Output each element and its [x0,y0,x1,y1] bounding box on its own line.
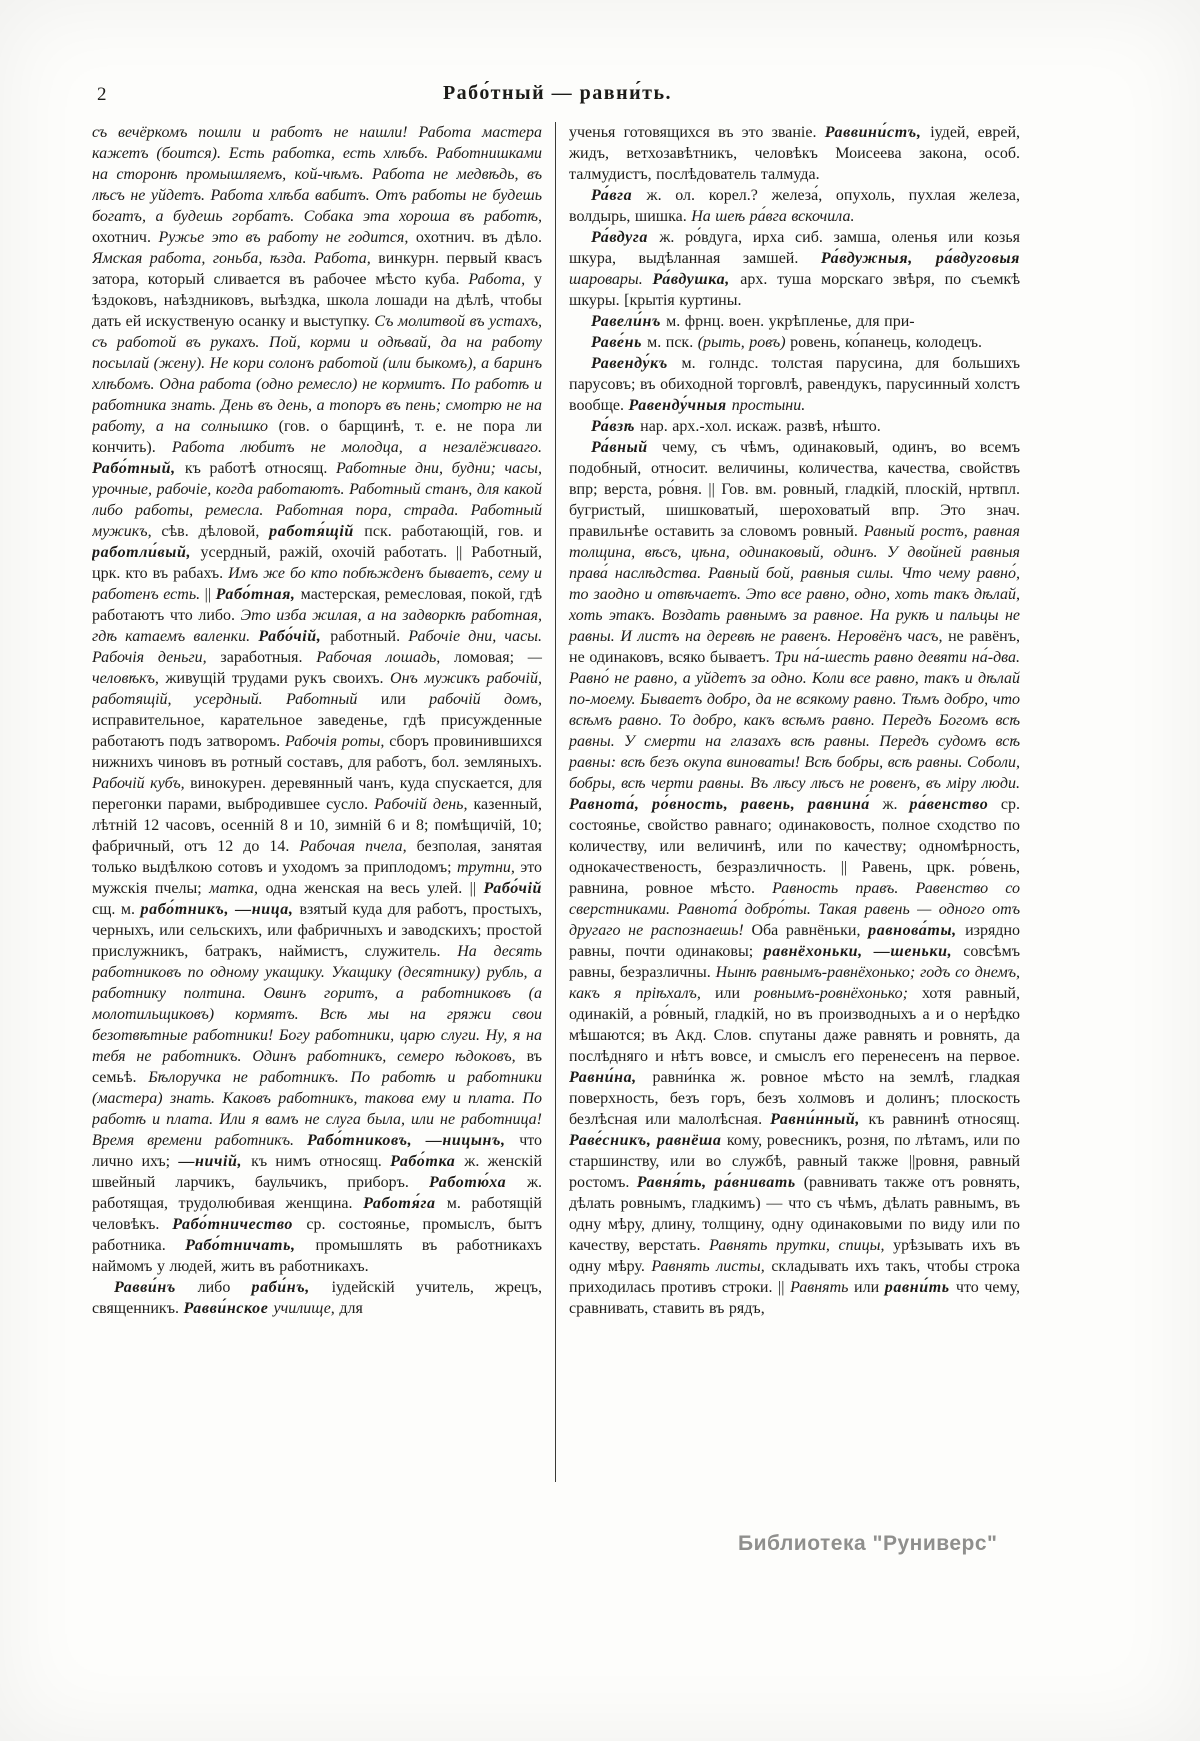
definition-run: или [854,1279,885,1296]
example-run: Онъ мужикъ рабочій, работящій, усердный. Работный [92,670,542,708]
example-run: Ямская работа, гоньба, ѣзда. Работа, [92,250,379,267]
example-run: Это изба жилая, а на задворкѣ работная, гдѣ катаемъ валенки. [92,607,543,645]
headword-run: Рабо́чій [483,880,543,897]
definition-run: м. пск. [647,334,698,351]
page-header [95,82,1020,110]
example-run: На десять работниковъ по одному укащику. Укащику (десятнику) рубль, а работнику полтина. Овинъ горитъ, а работниковъ (а молотильщиковъ) кормятъ. Всѣ мы на гряжи свои безотвѣтные работники! Богу работники, царю слуги. Ну, я на тебя не работникъ. Одинъ работникъ, семеро ѣдоковъ, [92,943,542,1065]
definition-run: чему, съ чѣмъ, одинаковый, одинъ, во всемъ подобный, относит. величины, количества, качества, свойствъ впр; верста, ро́вня. || Гов. вм. ровный, гладкій, плоскій, нртвпл. бугристый, шишковатый, шероховатый впр. Это знач. правильнѣе оставить за словомъ ровный. [569,439,1020,540]
definition-run: у ѣздоковъ, наѣздниковъ, выѣздка, школа лошади на дѣлѣ, чтобы дать ей искуственую осанку и выступку. [92,271,543,330]
definition-run: ж. ол. корел.? железа́, опухоль, пухлая железа, волдырь, шишка. [569,187,1020,225]
headword-run: Раве́нь [591,334,648,351]
headword-run: Работя́га [363,1195,447,1212]
headword-run: Ра́вдушка, [652,271,741,288]
definition-run: не равёнъ, не одинаковъ, всяко бываетъ. [569,628,1020,666]
headword-run: Раве́сникъ, равнёша [569,1132,727,1149]
example-run: Равнять прутки, спицы, [709,1237,894,1254]
headword-run: Равели́нъ [591,313,667,330]
definition-run: взятый куда для работъ, простыхъ, черныхъ, или сельскихъ, или фабричныхъ и заводскихъ; простой прислужникъ, батракъ, наймистъ, служитель. [92,901,542,960]
headword-run: раби́нъ, [251,1279,332,1296]
dictionary-paragraph [569,185,1020,227]
definition-run: для [339,1300,363,1317]
headword-run: Рабо́тка [390,1153,465,1170]
definition-run: къ равнинѣ относящ. [868,1111,1020,1128]
definition-run: работный. [330,628,409,645]
definition-run: либо [197,1279,252,1296]
example-run: Равнять [790,1279,855,1296]
example-run: съ вечёркомъ пошли и работъ не нашли! Работа мастера кажетъ (боится). Есть работка, есть хлѣбъ. Работнишками на сторонѣ промышляемъ, кой-чѣмъ. Работа не медвѣдь, въ лѣсъ не уйдетъ. Работа хлѣба вабитъ. Отъ работы не будешь богатъ, а будешь горбатъ. Собака эта хороша въ работѣ, [92,124,542,225]
example-run: Работа любитъ не молодца, а незалёживаго. [171,439,542,456]
headword-run: рабо́тникъ, —ница, [140,901,300,918]
definition-run: въ семьѣ. [92,1048,542,1086]
definition-run: (гов. о барщинѣ, т. е. не пора ли кончить). [92,418,543,456]
definition-run: къ нимъ относящ. [251,1153,391,1170]
definition-run: м. фрнц. воен. укрѣпленье, для при- [666,313,915,330]
definition-run: м. голндс. толстая парусина, для большихъ парусовъ; въ обиходной торговлѣ, равендукъ, парусинный холстъ вообще. [569,355,1020,414]
definition-run: ж. женскій швейный ларчикъ, баульчикъ, приборъ. [92,1153,543,1191]
dictionary-paragraph [569,332,1020,353]
definition-run: || [204,586,216,603]
definition-run: это мужскія пчелы; [92,859,543,897]
definition-run: охотнич. въ дѣло. [415,229,543,246]
headword-run: равни́ть [884,1279,956,1296]
example-run: шаровары. [569,271,653,288]
example-run: Рабочая лошадь, [316,649,454,666]
definition-run: исправительное, карательное заведенье, гдѣ присужденные работаютъ подъ затворомъ. [92,712,542,750]
text-column-left [92,122,556,1482]
example-run: Рабочая пчела, [299,838,417,855]
headword-run: Равенду́къ [591,355,682,372]
definition-run: мастерская, ремесловая, покой, гдѣ работаютъ что либо. [92,586,543,624]
definition-run: ученья готовящихся въ это званіе. [569,124,825,141]
definition-run: ср. состоянье, свойство равнаго; одинаковость, полное сходство по количеству, или величинѣ, или по качеству; одномѣрность, однокачественость, безразличность. || Равень, црк. ро́вень, равнина, ровное мѣсто. [569,796,1020,897]
dictionary-paragraph [92,122,542,1277]
headword-run: Равнота́, ро́вность, равень, равнина́ [569,796,883,813]
headword-run: Рабо́тничать, [185,1237,316,1254]
definition-run: ж. работящая, трудолюбивая женщина. [92,1174,542,1212]
headword-run: Рабо́тный, [92,460,185,477]
definition-run: одна женская на весь улей. || [265,880,484,897]
running-head-title: Рабо́тный — равни́ть. [442,82,673,104]
definition-run: м. работящій человѣкъ. [92,1195,542,1233]
headword-run: Рабо́чій, [258,628,331,645]
definition-run: кому, ровесникъ, розня, по лѣтамъ, или по старшинству, или во службѣ, равный также ||ровня, равный ростомъ. [569,1132,1020,1191]
definition-run: или [380,691,430,708]
dictionary-paragraph [569,437,1020,1319]
definition-run: сщ. м. [92,901,141,918]
headword-run: ра́венство [909,796,1001,813]
headword-run: Равви́нъ [114,1279,198,1296]
definition-run: сѣв. дѣловой, [161,523,270,540]
headword-run: Рабо́тничество [172,1216,307,1233]
dictionary-paragraph [569,122,1020,185]
definition-run: живущій трудами рукъ своихъ. [165,670,391,687]
example-run: —человѣкъ, [92,649,542,687]
definition-run: ср. состоянье, промыслъ, бытъ работника. [92,1216,543,1254]
definition-run: ж. ро́вдуга, ирха сиб. замша, оленья или козья шкура, выдѣланная замшей. [569,229,1020,267]
example-run: Равность правъ. Равенство со сверстниками. Равнота́ добро́ты. Такая равень — одного отъ другаго не распознаешь! [569,880,1020,939]
definition-run: винокурен. деревянный чанъ, куда спускается, для перегонки парами, выбродившее сусло. [92,775,543,813]
definition-run: казенный, лѣтній 12 часовъ, осенній 8 и 10, зимній 6 и 8; помѣщичій, 10; фабричный, отъ 12 до 14. [92,796,542,855]
example-run: На шеѣ ра́вга вскочила. [691,208,855,225]
headword-run: Равви́нское [183,1300,274,1317]
example-run: Съ молитвой въ устахъ, съ работой въ рукахъ. Пой, корми и одѣвай, да на работу посылай (жену). Не кори солонъ работой (или быкомъ), а баринъ хлѣбомъ. Одна работа (одно ремесло) не кормитъ. По работѣ и работника знать. День въ день, а топоръ въ пень; смотрю не на работу, а на солнышко [92,313,542,435]
headword-run: Рабо́тниковъ, —ницынъ, [306,1132,520,1149]
example-run: Работа, [468,271,535,288]
headword-run: Равенду́чныя [628,397,732,414]
example-run: ровнымъ-ровнёхонько; [754,985,923,1002]
headword-run: Ра́вдуга [591,229,660,246]
definition-run: равни́нка ж. ровное мѣсто на землѣ, гладкая поверхность, безъ горъ, безъ холмовъ и долинъ; плоскость безлѣсная или малолѣсная. [569,1069,1020,1128]
definition-run: что чему, сравнивать, ставить въ рядъ, [569,1279,1020,1317]
example-run: трутни, [456,859,521,876]
headword-run: —ничій, [178,1153,252,1170]
definition-run: усердный, ражій, охочій работать. || Работный, црк. кто въ рабахъ. [92,544,542,582]
definition-run: ломовая; [453,649,528,666]
headword-run: Раввини́стъ, [824,124,931,141]
example-run: Бѣлоручка не работникъ. По работѣ и работники (мастера) знать. Каковъ работникъ, такова ему и плата. По работѣ и плата. Или я вамъ не слуга была, или не работница! Время времени работникъ. [92,1069,542,1149]
definition-run: промышлять въ работникахъ наймомъ у людей, жить въ работникахъ. [92,1237,542,1275]
headword-run: Равни́нный, [770,1111,869,1128]
definition-run: сборъ провинившихся нижнихъ чиновъ въ ротный составъ, для работъ, бол. земляныхъ. [92,733,542,771]
definition-run: совсѣмъ равны, безразличны. [569,943,1020,981]
example-run: матка, [209,880,266,897]
definition-run: хотя равный, одинакій, а ро́вный, гладкій, но въ производныхъ а и о нерѣдко мѣшаются; въ Акд. Слов. спутаны даже равнять и ровнять, да послѣдняго и нѣтъ вовсе, и смыслъ его перенесенъ на первое. [569,985,1020,1065]
dictionary-paragraph [569,227,1020,311]
example-run: Рабочія роты, [284,733,390,750]
definition-run: ровень, ко́панець, колодецъ. [790,334,982,351]
example-run: простыни. [731,397,806,414]
headword-run: работли́вый, [92,544,201,561]
headword-run: равнова́ты, [868,922,966,939]
definition-run: винкурн. первый квасъ затора, который сливается въ рабочее мѣсто куба. [92,250,542,288]
definition-run: пск. работающій, гов. и [364,523,542,540]
definition-run: къ работѣ относящ. [184,460,336,477]
headword-run: Ра́вный [591,439,662,456]
definition-run: Оба равнёньки, [751,922,869,939]
definition-run: нар. арх.-хол. искаж. развѣ, нѣшто. [640,418,881,435]
headword-run: Работю́ха [429,1174,527,1191]
dictionary-text-block [92,122,1020,1482]
headword-run: Рабо́тная, [215,586,301,603]
definition-run: урѣзывать ихъ въ одну мѣру. [569,1237,1020,1275]
example-run: Работные дни, будни; часы, урочные, рабочіе, когда работаютъ. Работный станъ, для какой либо работы, ремесла. Работная пора, страда. Работный мужикъ, [92,460,543,540]
dictionary-paragraph [569,416,1020,437]
headword-run: работя́щій [269,523,365,540]
text-column-right [556,122,1020,1482]
definition-run: іудей, еврей, жидъ, ветхозавѣтникъ, человѣкъ Моисеева закона, особ. талмудистъ, послѣдователь талмуда. [569,124,1020,183]
definition-run: заработныя. [220,649,317,666]
dictionary-paragraph [569,353,1020,416]
definition-run: что лично ихъ; [92,1132,543,1170]
example-run: Рабочій кубъ, [92,775,191,792]
library-watermark: Библиотека "Руниверс" [738,1532,998,1555]
dictionary-paragraph [92,1277,542,1319]
definition-run: безполая, занятая только выдѣлкою сотовъ и уходомъ за приплодомъ; [92,838,542,876]
example-run: Имъ же бо кто побѣжденъ бываетъ, сему и работенъ есть. [92,565,542,603]
definition-run: изрядно равны, почти одинаковы; [569,922,1020,960]
example-run: Ружье это въ работу не годится, [158,229,416,246]
headword-run: Равни́на, [569,1069,653,1086]
definition-run: ж. [882,796,910,813]
definition-run: охотнич. [92,229,159,246]
example-run: (рыть, ровъ) [697,334,791,351]
example-run: Равнять листы, [651,1258,772,1275]
headword-run: Равня́ть, ра́внивать [636,1174,804,1191]
definition-run: или [714,985,755,1002]
example-run: рабочій домъ, [429,691,543,708]
page-number: 2 [97,84,107,105]
definition-run: іудейскій учитель, жрецъ, священникъ. [92,1279,542,1317]
headword-run: Ра́вдужныя, ра́вдуговыя [820,250,1020,267]
dictionary-paragraph [569,311,1020,332]
example-run: Рабочіе дни, часы. Рабочія деньги, [92,628,543,666]
headword-run: Ра́взѣ [591,418,641,435]
definition-run: (равнивать также отъ ровнять, дѣлать ровнымъ, гладкимъ) — что съ чѣмъ, дѣлать равнымъ, въ одну мѣру, длину, толщину, одну одинаковыми по виду или по качеству, верстать. [569,1174,1020,1254]
headword-run: Ра́вга [591,187,647,204]
definition-run: складывать ихъ такъ, чтобы строка приходилась противъ строки. || [569,1258,1020,1296]
example-run: училище, [273,1300,340,1317]
example-run: Три на́-шесть равно девяти на́-два. Равно́ не равно, а уйдетъ за одно. Коли все равно, такъ и дѣлай по-моему. Бываетъ добро, да не всякому равно. Тѣмъ добро, что всѣмъ равно. То добро, какъ всѣмъ равно. Передъ Богомъ всѣ равны. У смерти на глазахъ всѣ равны. Передъ судомъ всѣ равны: всѣ безъ окупа виноваты! Всѣ бобры, всѣ равны. Соболи, бобры, всѣ черти равны. Въ лѣсу лѣсъ не ровенъ, въ міру люди. [569,649,1020,792]
example-run: Нынѣ равнымъ-равнёхонько; годъ со днемъ, какъ я пріѣхалъ, [569,964,1020,1002]
headword-run: равнёхоньки, —шеньки, [763,943,964,960]
definition-run: арх. туша морскаго звѣря, по съемкѣ шкуры. [крытія куртины. [569,271,1020,309]
example-run: Равный ростъ, равная толщина, вѣсъ, цѣна, одинаковый, одинъ. У двойней равныя права́ наслѣдства. Равный бой, равныя силы. Что чему равно́, то заодно и отвѣчаетъ. Это все равно, одно, хоть такъ дѣлай, хоть этакъ. Воздать равнымъ за равное. На рукѣ и пальцы не равны. И листъ на деревѣ не равенъ. Неровёнъ часъ, [569,523,1020,645]
example-run: Рабочій день, [374,796,474,813]
